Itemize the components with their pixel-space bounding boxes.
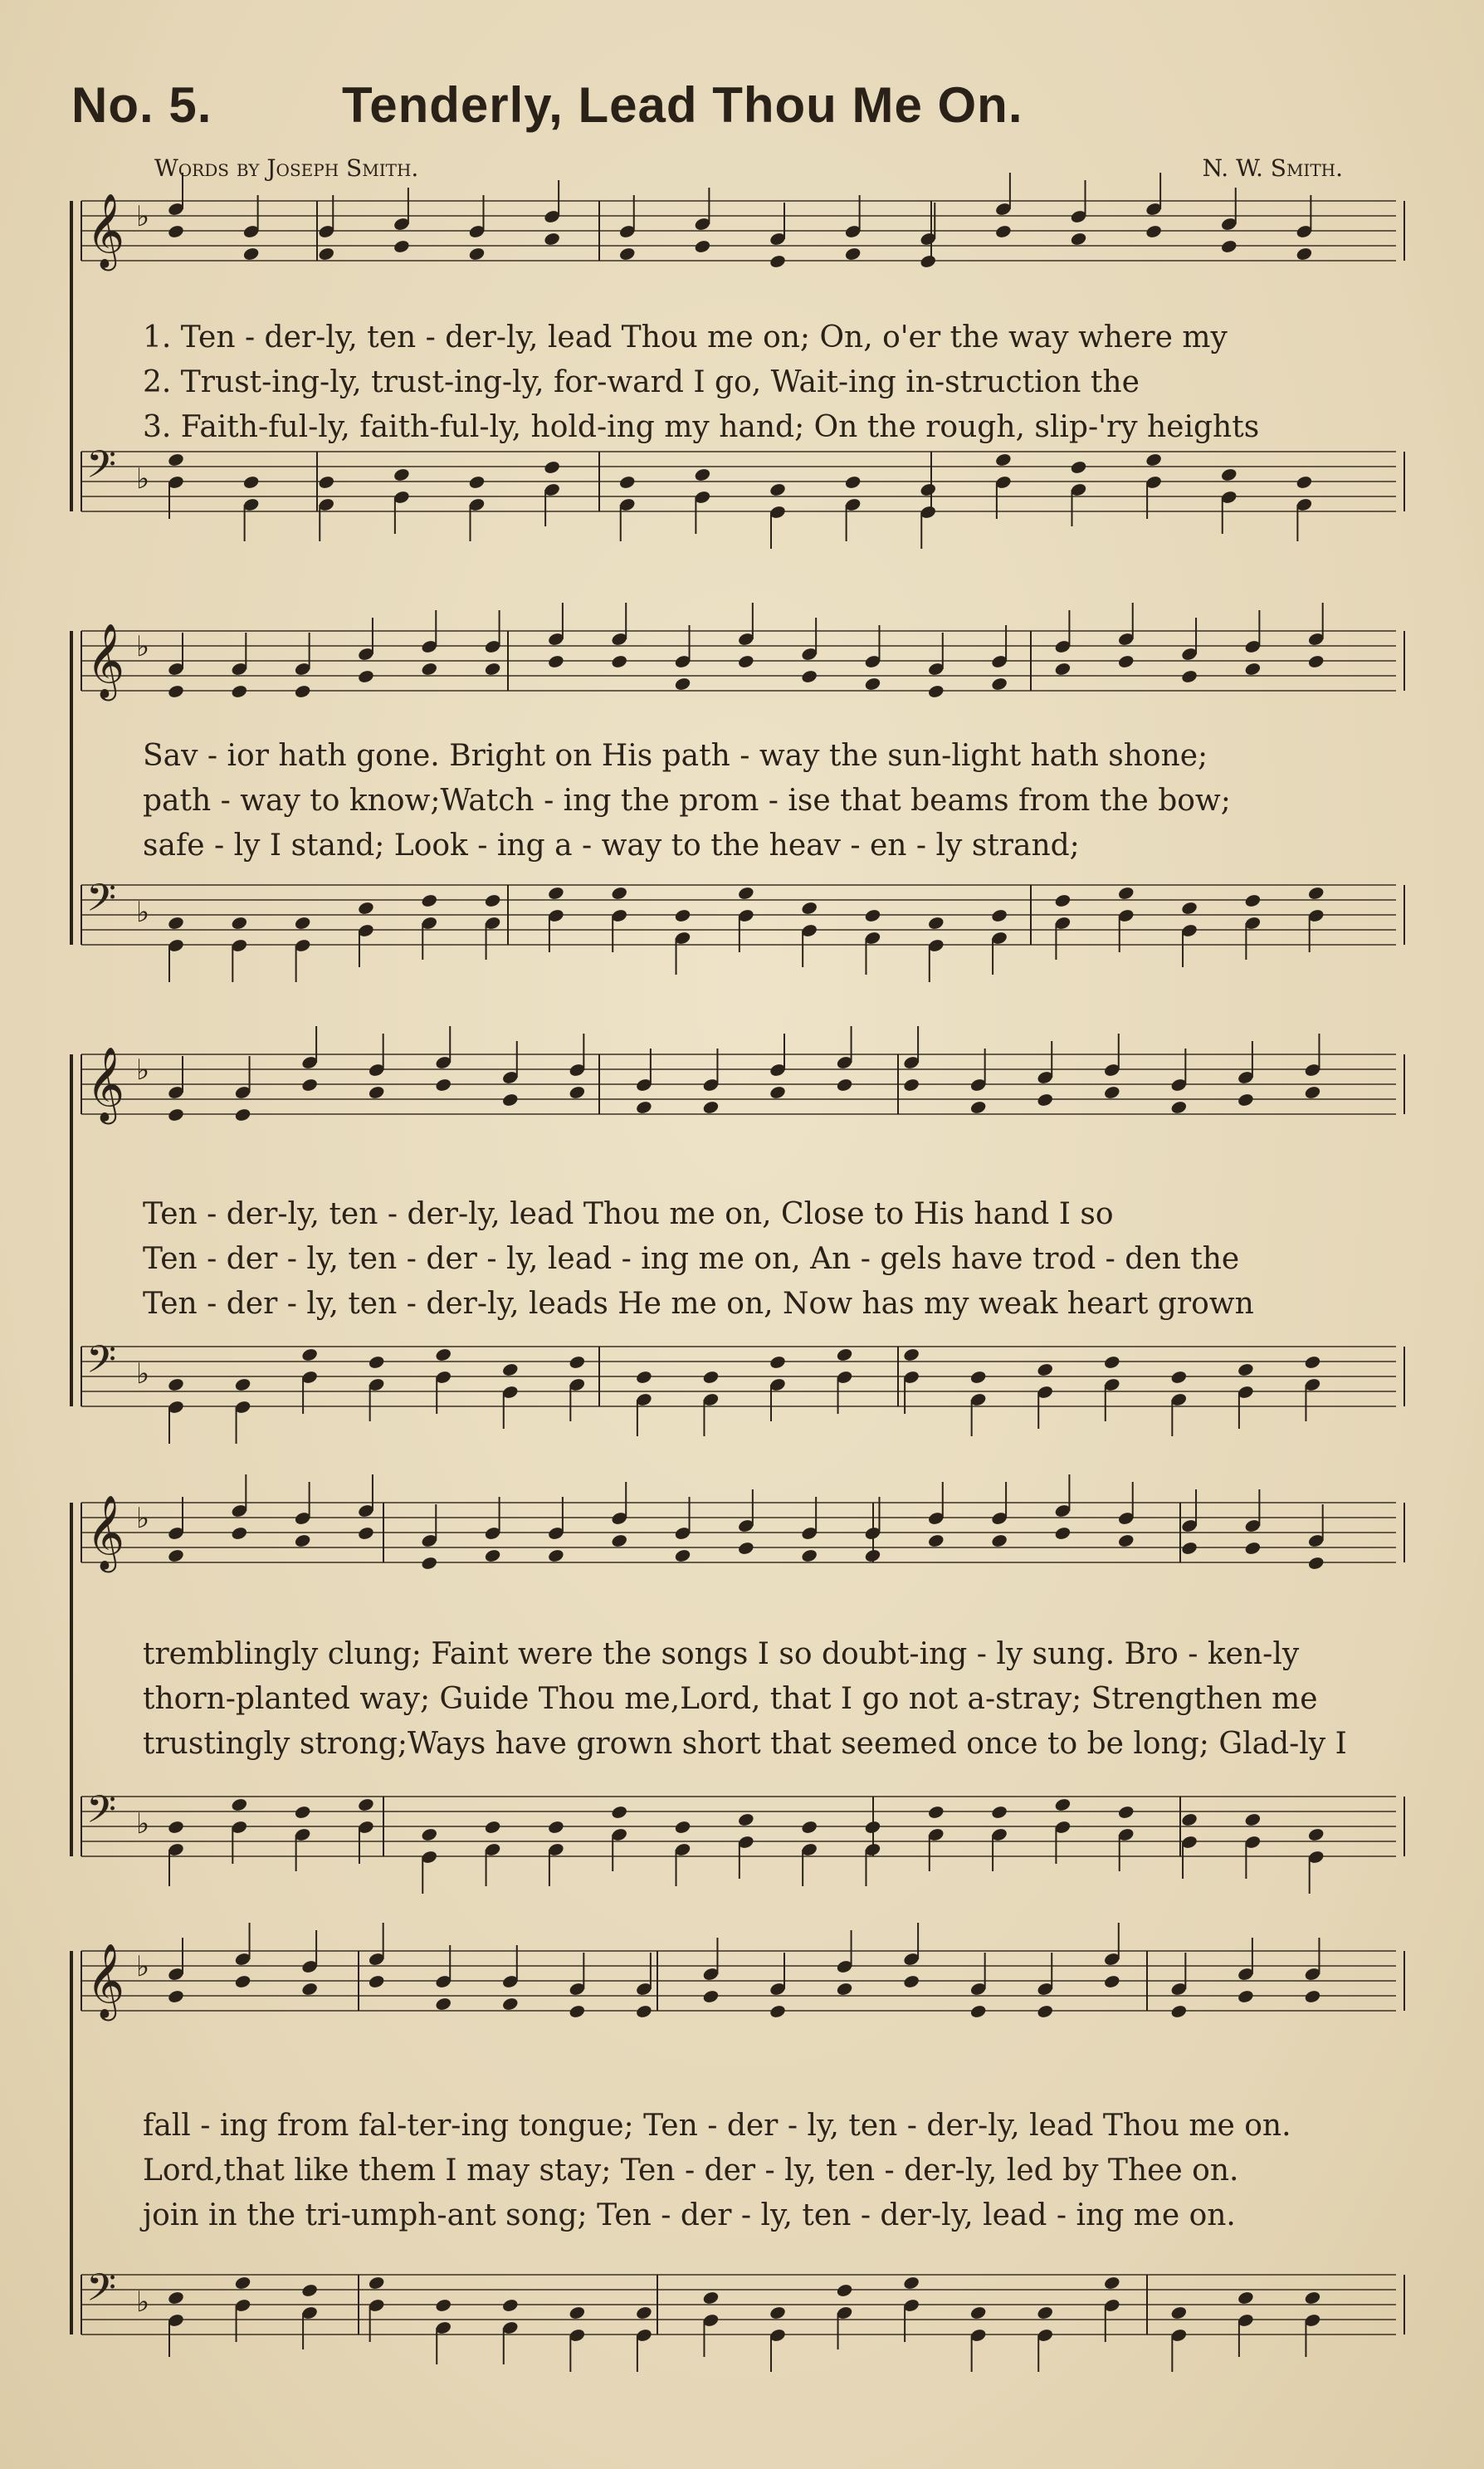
lyric-verse-2: path - way to know;Watch - ing the prom - ise that beams from the bow; [143,784,1231,818]
lyric-verse-1: fall - ing from fal-ter-ing tongue; Ten - der - ly, ten - der-ly, lead Thou me on. [143,2109,1291,2143]
note-head [927,684,945,700]
note-head [1103,2276,1121,2291]
note-head [167,1377,185,1393]
music-system-4 [68,1486,1404,1893]
note-head [231,916,249,931]
note-head [969,1370,988,1386]
note-head [927,916,945,931]
note-head [434,1078,452,1093]
note-head [674,908,692,924]
note-head [1117,1533,1135,1549]
treble-staff [81,1474,1404,1573]
treble-staff [81,1026,1404,1125]
note-head [836,1078,854,1093]
note-head [294,1805,312,1821]
note-head [674,1820,692,1836]
note-head [902,2276,920,2291]
note-head [501,2298,520,2314]
note-head [1170,1370,1189,1386]
bass-clef-icon: 𝄢 [86,1337,117,1391]
bass-clef-icon: 𝄢 [86,2266,117,2320]
note-head [1244,893,1262,909]
note-head [1237,1362,1255,1378]
note-head [569,2305,587,2321]
note-head [1036,1093,1054,1108]
note-head [1304,1085,1322,1101]
lyric-verse-2: 2. Trust-ing-ly, trust-ing-ly, for-ward I go, Wait-ing in-struction the [143,365,1140,399]
flat-icon: ♭ [136,1502,150,1535]
note-head [844,475,862,491]
note-head [242,475,261,491]
flat-icon: ♭ [136,1950,150,1983]
note-head [368,1974,386,1990]
note-head [1237,1989,1255,2005]
flat-icon: ♭ [136,630,150,663]
treble-staff [81,603,1404,702]
lyric-verse-2: Ten - der - ly, ten - der - ly, lead - ing me on, An - gels have trod - den the [143,1242,1240,1276]
bass-staff [81,876,1404,982]
lyric-verse-2: thorn-planted way; Guide Thou me,Lord, that I go not a-stray; Strengthen me [143,1682,1318,1716]
note-head [864,677,882,692]
note-head [1145,452,1163,468]
note-head [357,669,375,685]
note-head [1054,1797,1072,1813]
note-head [501,1362,520,1378]
note-head [368,1085,386,1101]
note-head [357,1526,375,1542]
note-head [1307,654,1325,670]
note-head [420,662,438,677]
note-head [393,467,411,483]
lyric-verse-1: Ten - der-ly, ten - der-ly, lead Thou me on, Close to His hand I so [143,1197,1114,1231]
hymn-header [71,76,1434,143]
note-head [769,1355,787,1371]
note-head [610,1805,628,1821]
note-head [864,1548,882,1564]
treble-staff [81,1923,1404,2022]
note-head [167,916,185,931]
note-head [393,239,411,255]
note-head [864,1820,882,1836]
note-head [543,232,561,247]
note-head [836,1347,854,1363]
note-head [800,1820,818,1836]
note-head [231,1797,249,1813]
note-head [737,1541,755,1557]
note-head [800,901,818,917]
note-head [1180,669,1198,685]
composer-credit: N. W. Smith. [1202,154,1343,182]
treble-clef-icon: 𝄞 [86,193,125,268]
lyric-verse-3: Ten - der - ly, ten - der-ly, leads He me on, Now has my weak heart grown [143,1287,1254,1321]
note-head [357,901,375,917]
note-head [434,1997,452,2012]
note-head [294,1533,312,1549]
note-head [702,2291,720,2306]
lyric-verse-1: tremblingly clung; Faint were the songs I so doubt-ing - ly sung. Bro - ken-ly [143,1637,1300,1671]
note-head [737,1812,755,1828]
note-head [234,1377,252,1393]
note-head [674,1548,692,1564]
note-head [919,254,937,270]
note-head [1296,475,1314,491]
flat-icon: ♭ [136,462,150,496]
note-head [1103,1355,1121,1371]
note-head [167,1820,185,1836]
note-head [902,1078,920,1093]
note-head [300,2283,319,2299]
note-head [420,1827,438,1843]
flat-icon: ♭ [136,1054,150,1087]
note-head [368,2276,386,2291]
note-head [484,662,502,677]
note-head [1117,1805,1135,1821]
bass-clef-icon: 𝄢 [86,876,117,930]
note-head [167,1989,185,2005]
note-head [994,224,1013,240]
note-head [737,654,755,670]
note-head [1054,1526,1072,1542]
note-head [610,654,628,670]
note-head [702,1989,720,2005]
note-head [864,908,882,924]
note-head [1180,1812,1198,1828]
treble-clef-icon: 𝄞 [86,1047,125,1122]
flat-icon: ♭ [136,200,150,233]
note-head [635,1370,653,1386]
lyric-verse-1: 1. Ten - der-ly, ten - der-ly, lead Thou me on; On, o'er the way where my [143,320,1228,354]
note-head [702,1100,720,1116]
note-head [1296,247,1314,262]
note-head [569,2004,587,2020]
flat-icon: ♭ [136,896,150,929]
lyricist-credit: Words by Joseph Smith. [154,154,419,182]
note-head [569,1085,587,1101]
note-head [1237,1093,1255,1108]
note-head [902,1347,920,1363]
note-head [1170,2305,1189,2321]
note-head [434,2298,452,2314]
note-head [1304,1989,1322,2005]
music-system-1 [68,193,1404,561]
note-head [569,1355,587,1371]
note-head [1220,467,1238,483]
credits-line [154,154,1343,184]
note-head [167,684,185,700]
treble-clef-icon: 𝄞 [86,623,125,698]
note-head [610,886,628,902]
note-head [844,247,862,262]
music-system-3 [68,1038,1404,1436]
note-head [484,893,502,909]
bass-clef-icon: 𝄢 [86,1787,117,1841]
treble-clef-icon: 𝄞 [86,1943,125,2018]
note-head [543,460,561,476]
note-head [800,1548,818,1564]
note-head [167,452,185,468]
hymn-title: Tenderly, Lead Thou Me On. [342,77,1023,133]
note-head [836,1982,854,1997]
note-head [368,1355,386,1371]
bass-staff [81,1787,1404,1894]
note-head [769,2004,787,2020]
flat-icon: ♭ [136,1357,150,1391]
note-head [1180,901,1198,917]
note-head [231,684,249,700]
lyric-verse-3: 3. Faith-ful-ly, faith-ful-ly, hold-ing my hand; On the rough, slip-'ry heights [143,410,1260,444]
lyric-verse-3: trustingly strong;Ways have grown short that seemed once to be long; Glad-ly I [143,1727,1347,1761]
note-head [610,1533,628,1549]
note-head [167,1548,185,1564]
note-head [501,1093,520,1108]
note-head [1036,2305,1054,2321]
note-head [1244,1812,1262,1828]
bass-clef-icon: 𝄢 [86,442,117,496]
note-head [317,475,335,491]
note-head [694,467,712,483]
note-head [167,2291,185,2306]
note-head [1054,662,1072,677]
note-head [1036,2004,1054,2020]
note-head [990,1805,1008,1821]
note-head [468,247,486,262]
note-head [1237,2291,1255,2306]
lyric-verse-3: safe - ly I stand; Look - ing a - way to the heav - en - ly strand; [143,829,1080,863]
note-head [547,1820,565,1836]
bass-staff [81,442,1404,549]
note-head [800,669,818,685]
note-head [231,1526,249,1542]
note-head [1304,1355,1322,1371]
note-head [294,684,312,700]
note-head [434,1347,452,1363]
note-head [927,1533,945,1549]
note-head [300,1347,319,1363]
note-head [242,247,261,262]
note-head [1170,1100,1189,1116]
note-head [1304,2291,1322,2306]
note-head [167,1107,185,1123]
note-head [1036,1362,1054,1378]
note-head [1054,893,1072,909]
note-head [294,916,312,931]
note-head [300,1078,319,1093]
note-head [990,677,1008,692]
note-head [635,2305,653,2321]
note-head [167,224,185,240]
note-head [234,2276,252,2291]
note-head [990,1533,1008,1549]
note-head [769,2305,787,2321]
note-head [1244,1541,1262,1557]
note-head [1145,224,1163,240]
note-head [618,247,637,262]
note-head [468,475,486,491]
note-head [702,1370,720,1386]
note-head [969,2004,988,2020]
note-head [484,1820,502,1836]
note-head [547,1548,565,1564]
lyric-verse-1: Sav - ior hath gone. Bright on His path - way the sun-light hath shone; [143,739,1208,773]
note-head [1117,654,1135,670]
note-head [1117,886,1135,902]
note-head [1070,460,1088,476]
treble-clef-icon: 𝄞 [86,1495,125,1570]
note-head [769,482,787,498]
note-head [902,1974,920,1990]
note-head [1103,1974,1121,1990]
note-head [674,677,692,692]
treble-and-bass-staves [68,1038,1404,1436]
flat-icon: ♭ [136,1807,150,1841]
note-head [501,1997,520,2012]
note-head [618,475,637,491]
treble-staff [81,173,1404,271]
note-head [694,239,712,255]
note-head [420,1556,438,1572]
bass-staff [81,1337,1404,1444]
note-head [357,1797,375,1813]
note-head [836,2283,854,2299]
note-head [1220,239,1238,255]
note-head [969,2305,988,2321]
note-head [990,908,1008,924]
note-head [969,1100,988,1116]
note-head [1180,1541,1198,1557]
note-head [300,1982,319,1997]
note-head [420,893,438,909]
bass-staff [81,2266,1404,2372]
music-system-2 [68,614,1404,1005]
note-head [1307,886,1325,902]
note-head [547,886,565,902]
lyric-verse-2: Lord,that like them I may stay; Ten - der - ly, ten - der-ly, led by Thee on. [143,2154,1239,2188]
lyric-verse-3: join in the tri-umph-ant song; Ten - der - ly, ten - der-ly, lead - ing me on. [143,2198,1236,2232]
flat-icon: ♭ [136,2286,150,2319]
note-head [1244,662,1262,677]
note-head [919,482,937,498]
note-head [1307,1556,1325,1572]
note-head [234,1107,252,1123]
note-head [769,254,787,270]
hymn-number: No. 5. [71,77,212,133]
note-head [547,654,565,670]
note-head [635,2004,653,2020]
music-system-5 [68,1934,1404,2383]
note-head [927,1805,945,1821]
note-head [234,1974,252,1990]
note-head [484,1548,502,1564]
note-head [1103,1085,1121,1101]
note-head [994,452,1013,468]
note-head [769,1085,787,1101]
note-head [1307,1827,1325,1843]
note-head [635,1100,653,1116]
note-head [737,886,755,902]
note-head [1170,2004,1189,2020]
note-head [317,247,335,262]
note-head [1070,232,1088,247]
